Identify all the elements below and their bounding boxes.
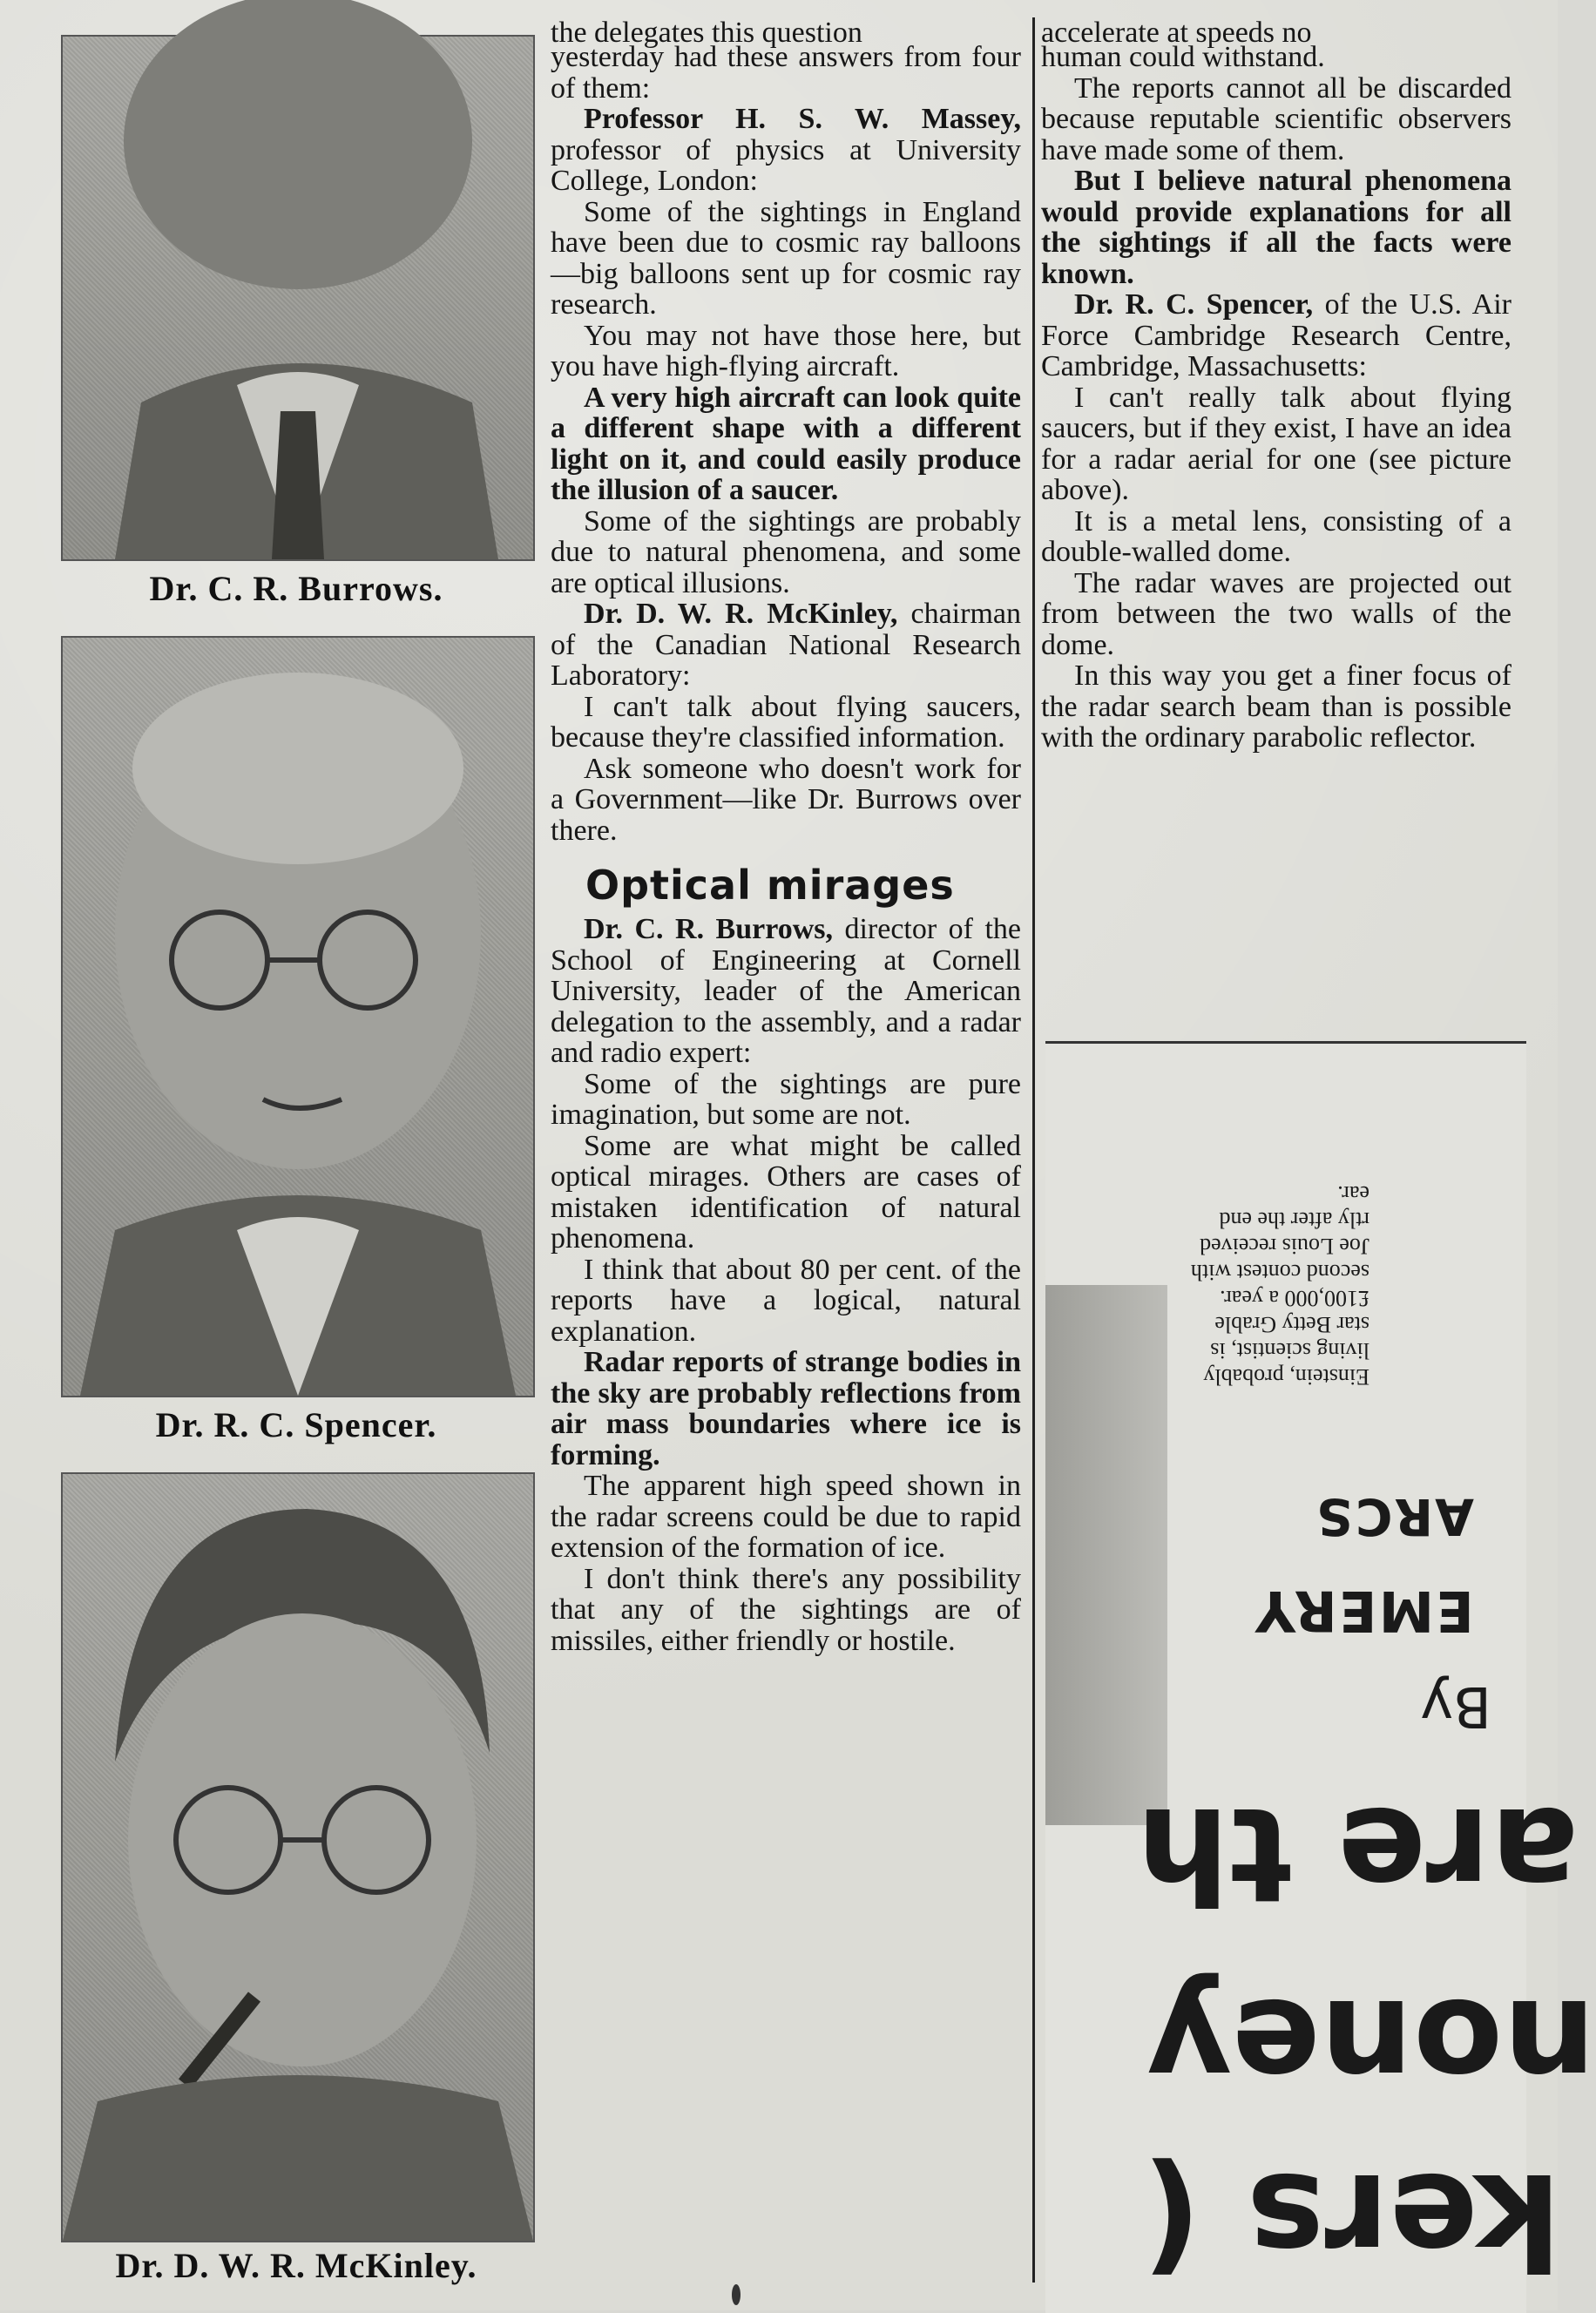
speaker-massey: Professor H. S. W. Massey, (584, 103, 1021, 135)
portrait-spencer-figure (63, 638, 533, 1396)
line-right-2: The reports cannot all be discarded because reputable scientific observers have made some of them. (1041, 71, 1511, 166)
line-mid-6: Some of the sightings are probably due to natural phenomena, and some are optical illusions. (551, 504, 1021, 599)
speaker-burrows: Dr. C. R. Burrows, (584, 913, 833, 945)
line-mid2-1: Some of the sightings are pure imagination, but some are not. (551, 1067, 1021, 1131)
inverted-ad-fragment (1045, 1041, 1596, 2313)
caption-burrows: Dr. C. R. Burrows. (149, 569, 443, 608)
ad-line: second contest with (1190, 1260, 1369, 1285)
ad-headline-word-1: kers ( (1141, 2144, 1561, 2296)
line-right-4 (1041, 289, 1511, 382)
ad-line: Einstein, probably (1203, 1364, 1369, 1390)
line-mid-0: the delegates this question (551, 17, 862, 49)
article-column-middle (551, 17, 1022, 1657)
portrait-burrows (61, 35, 535, 561)
inverted-ad-content (1045, 1044, 1596, 2313)
portrait-mckinley-figure (63, 1474, 533, 2241)
ad-line: £100,000 a year. (1220, 1286, 1369, 1311)
line-mid-9: Ask someone who doesn't work for a Government—like Dr. Burrows over there. (551, 752, 1021, 847)
line-right-0: accelerate at speeds no (1041, 17, 1312, 49)
ad-line: living scientist, is (1210, 1338, 1369, 1363)
ad-line: ear. (1337, 1181, 1369, 1207)
line-right-8: In this way you get a finer focus of the radar search beam than is possible with the ordinary parabolic reflector. (1041, 659, 1511, 754)
line-mid2-4: Radar reports of strange bodies in the sky are probably reflections from air mass boundaries where ice is forming. (551, 1346, 1021, 1471)
article-column-right (1041, 17, 1511, 754)
ad-byline-name-2: ARCS (1315, 1487, 1474, 1546)
line-right-6: It is a metal lens, consisting of a double-walled dome. (1041, 504, 1511, 568)
line-right-7: The radar waves are projected out from between the two walls of the dome. (1041, 566, 1511, 661)
portrait-burrows-figure (63, 37, 533, 559)
line-mid2-0 (551, 914, 1021, 1069)
line-mid-2 (551, 104, 1021, 197)
speaker-massey-desc: professor of physics at University College, London: (551, 133, 1021, 197)
ad-line: Joe Louis received (1200, 1234, 1369, 1259)
portrait-column (52, 26, 540, 2291)
ad-line: rtly after the end (1219, 1207, 1369, 1233)
line-right-1: human could withstand. (1041, 41, 1325, 73)
speaker-spencer: Dr. R. C. Spencer, (1074, 288, 1314, 321)
line-mid2-6: I don't think there's any possibility that any of the sightings are of missiles, either friendly or hostile. (551, 1562, 1021, 1657)
ad-headline-word-2: noney (1146, 1970, 1596, 2121)
line-mid-7 (551, 599, 1021, 692)
line-mid2-5: The apparent high speed shown in the radar screens could be due to rapid extension of the formation of ice. (551, 1470, 1021, 1564)
ad-line: star Betty Grable (1214, 1312, 1369, 1337)
portrait-mckinley (61, 1472, 535, 2242)
line-mid-8: I can't talk about flying saucers, because they're classified information. (551, 690, 1021, 754)
caption-spencer: Dr. R. C. Spencer. (155, 1405, 437, 1444)
caption-mckinley: Dr. D. W. R. McKinley. (115, 2246, 477, 2285)
ad-headline-word-3: are th (1136, 1778, 1579, 1930)
line-mid2-2: Some are what might be called optical mirages. Others are cases of mistaken identification of natural phenomena. (551, 1129, 1021, 1255)
line-mid-4: You may not have those here, but you have high-flying aircraft. (551, 319, 1021, 382)
portrait-spencer (61, 636, 535, 1397)
line-right-5: I can't really talk about flying saucers, but if they exist, I have an idea for a radar aerial for one (see picture above). (1041, 381, 1511, 506)
ad-body-text (1056, 1180, 1369, 1390)
line-mid-3: Some of the sightings in England have been due to cosmic ray balloons—big balloons sent up for cosmic ray research. (551, 195, 1021, 321)
speaker-mckinley-desc: chairman of the Canadian National Research Laboratory: (551, 598, 1021, 692)
ad-byline-name-1: EMERY (1253, 1578, 1474, 1642)
speaker-mckinley: Dr. D. W. R. McKinley, (584, 598, 898, 630)
ad-byline-by: By (1420, 1674, 1491, 1738)
line-right-3: But I believe natural phenomena would provide explanations for all the sightings if all the facts were known. (1041, 165, 1511, 290)
print-speck (732, 2284, 741, 2305)
column-rule (1032, 17, 1035, 2283)
speaker-spencer-desc: of the U.S. Air Force Cambridge Research Centre, Cambridge, Massachusetts: (1041, 288, 1511, 382)
line-mid2-3: I think that about 80 per cent. of the reports have a logical, natural explanation. (551, 1253, 1021, 1348)
line-mid-1: yesterday had these answers from four of them: (551, 41, 1021, 105)
subhead-optical-mirages: Optical mirages (585, 862, 955, 909)
line-mid-5: A very high aircraft can look quite a different shape with a different light on it, and could easily produce the illusion of a saucer. (551, 381, 1021, 506)
speaker-burrows-desc: director of the School of Engineering at Cornell University, leader of the American delegation to the assembly, and a radar and radio expert: (551, 913, 1022, 1069)
